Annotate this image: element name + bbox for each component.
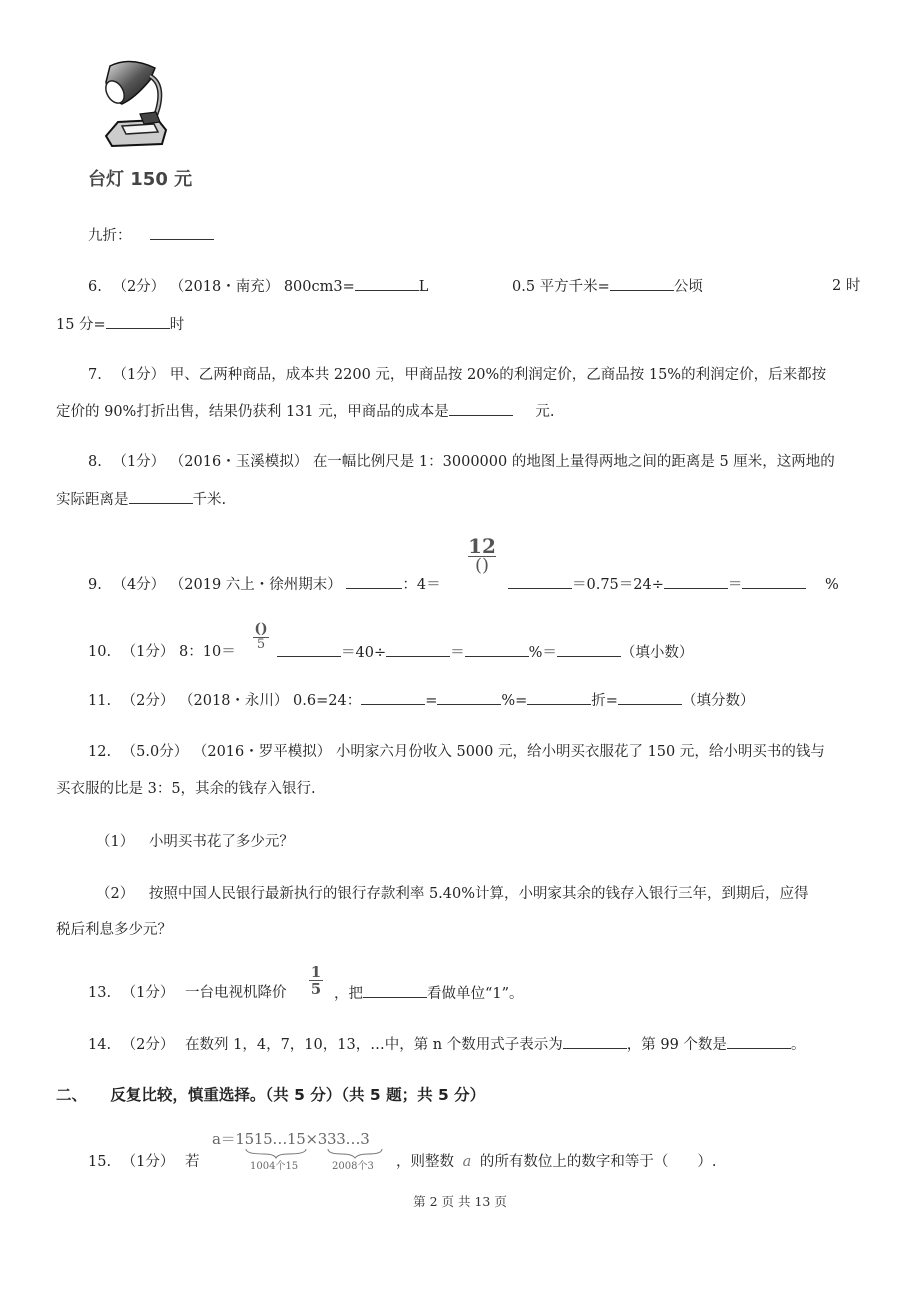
answer-blank[interactable]	[386, 642, 450, 657]
question-text: 的所有数位上的数字和等于（ ）.	[479, 1154, 717, 1170]
question-text: ，把	[334, 986, 363, 1002]
question-8	[88, 452, 835, 472]
question-text: L	[418, 279, 429, 295]
answer-blank[interactable]	[727, 1034, 791, 1049]
answer-blank[interactable]	[465, 642, 529, 657]
question-number: 12.	[88, 744, 112, 760]
fraction-blank-over-5	[253, 622, 269, 652]
question-15	[88, 1152, 200, 1172]
formula-image	[212, 1128, 392, 1172]
answer-blank[interactable]	[361, 690, 425, 705]
question-text: 按照中国人民银行最新执行的银行存款利率 5.40%计算，小明家其余的钱存入银行三年，到期后，应得	[148, 886, 809, 902]
answer-blank[interactable]	[508, 574, 572, 589]
question-13-part2	[334, 983, 524, 1004]
question-10	[88, 642, 236, 662]
question-10-part2	[277, 642, 693, 663]
question-text: 15 分=	[56, 317, 106, 333]
answer-blank[interactable]	[557, 642, 621, 657]
question-6-part3a: 2 时	[832, 278, 861, 294]
question-source: （2016・玉溪模拟）	[169, 454, 309, 470]
question-text: %	[825, 577, 839, 593]
question-text: 在一幅比例尺是 1：3000000 的地图上量得两地之间的距离是 5 厘米，这两地的	[312, 454, 835, 470]
answer-blank[interactable]	[129, 489, 193, 504]
question-number: 13.	[88, 985, 112, 1001]
question-number: 11.	[88, 693, 112, 709]
question-score: （2分）	[121, 1037, 175, 1053]
question-14	[88, 1034, 805, 1055]
question-number: 15.	[88, 1154, 112, 1170]
answer-blank[interactable]	[355, 276, 419, 291]
question-text: 定价的 90%打折出售，结果仍获利 131 元，甲商品的成本是	[56, 404, 449, 420]
item-caption: 台灯 150 元	[88, 169, 193, 190]
question-text: 在数列 1，4，7，10，13，…中，第 n 个数用式子表示为	[185, 1037, 563, 1053]
question-text: 若	[185, 1154, 200, 1170]
question-text: 0.6=24：	[293, 693, 362, 709]
fraction-numerator: ()	[254, 621, 268, 637]
fraction-numerator: 1	[310, 963, 322, 981]
question-text: （填分数）	[681, 693, 755, 709]
question-text: 小明家六月份收入 5000 元，给小明买衣服花了 150 元，给小明买书的钱与	[335, 744, 825, 760]
question-6	[88, 276, 428, 297]
page-footer: 第 2 页 共 13 页	[413, 1194, 507, 1209]
formula-main: a＝1515…15×333…3	[212, 1130, 370, 1148]
question-text: ：4＝	[402, 577, 441, 593]
question-text: 公顷	[673, 279, 703, 295]
question-text: =	[425, 693, 438, 709]
question-12-line2: 买衣服的比是 3：5，其余的钱存入银行.	[56, 781, 316, 797]
question-source: （2018・永川）	[179, 693, 289, 709]
fraction-denominator: 5	[310, 980, 322, 998]
fraction-1-over-5	[309, 964, 323, 997]
answer-blank[interactable]	[664, 574, 728, 589]
question-text: 。	[790, 1037, 806, 1053]
question-text: ，第 99 个数是	[626, 1037, 727, 1053]
question-text: 甲、乙两种商品，成本共 2200 元，甲商品按 20%的利润定价，乙商品按 15%的利润定价，后来都按	[169, 367, 827, 383]
question-text: 折=	[591, 693, 618, 709]
question-number: 10.	[88, 644, 112, 660]
answer-blank[interactable]	[742, 574, 806, 589]
question-text: 元.	[535, 404, 555, 420]
question-12-sub2	[96, 884, 809, 904]
fraction-denominator: ()	[474, 555, 490, 576]
answer-blank[interactable]	[618, 690, 682, 705]
question-text: 千米.	[192, 492, 227, 508]
question-15-part2	[396, 1152, 716, 1172]
formula-brace-label: 2008个3	[332, 1161, 374, 1172]
fraction-denominator: 5	[256, 637, 266, 652]
answer-blank[interactable]	[277, 642, 341, 657]
question-7-line2	[56, 401, 554, 422]
question-text: 0.5 平方千米=	[512, 279, 610, 295]
sub-question-number: （1）	[96, 834, 135, 850]
answer-blank[interactable]	[437, 690, 501, 705]
question-9	[88, 574, 441, 595]
formula-brace-label: 1004个15	[250, 1161, 299, 1172]
desk-lamp-icon	[100, 58, 172, 150]
question-text: 看做单位“1”。	[427, 986, 524, 1002]
question-source: （2016・罗平模拟）	[192, 744, 332, 760]
question-source: （2018・南充）	[169, 279, 280, 295]
question-text: ＝40÷	[341, 645, 387, 661]
question-text: 8：10＝	[179, 644, 236, 660]
question-text: %=	[501, 693, 528, 709]
question-8-line2	[56, 489, 226, 510]
question-score: （5.0分）	[121, 744, 189, 760]
question-score: （1分）	[121, 985, 175, 1001]
question-6-part2	[512, 276, 703, 297]
question-text: ＝	[727, 577, 743, 593]
question-text: %＝	[528, 645, 557, 661]
question-text: 时	[169, 317, 185, 333]
question-score: （2分）	[112, 279, 166, 295]
answer-blank[interactable]	[106, 314, 170, 329]
sub-question-number: （2）	[96, 886, 135, 902]
question-number: 7.	[88, 367, 102, 383]
question-6-part3b	[56, 314, 184, 335]
question-score: （1分）	[121, 1154, 175, 1170]
question-number: 9.	[88, 577, 102, 593]
fraction-numerator: 12	[468, 534, 496, 558]
question-text: 实际距离是	[56, 492, 129, 508]
question-number: 6.	[88, 279, 102, 295]
question-7	[88, 365, 826, 385]
question-source: （2019 六上・徐州期末）	[169, 577, 342, 593]
question-score: （2分）	[121, 693, 175, 709]
question-score: （1分）	[121, 644, 175, 660]
section-title: 反复比较，慎重选择。（共 5 分）（共 5 题；共 5 分）	[110, 1086, 486, 1104]
question-12-sub2-line2: 税后利息多少元？	[56, 922, 172, 938]
question-text: ＝	[450, 645, 465, 661]
question-number: 14.	[88, 1037, 112, 1053]
discount-label: 九折：	[88, 228, 132, 244]
question-score: （4分）	[112, 577, 166, 593]
answer-blank[interactable]	[346, 574, 402, 589]
discount-line	[88, 225, 214, 246]
question-12-sub1	[96, 832, 294, 852]
section-number: 二、	[56, 1086, 88, 1104]
question-score: （1分）	[112, 367, 166, 383]
section-heading	[56, 1085, 485, 1105]
desk-lamp-image	[100, 58, 172, 150]
question-number: 8.	[88, 454, 102, 470]
answer-blank[interactable]	[363, 983, 427, 998]
question-text: ，则整数	[396, 1154, 454, 1170]
question-13	[88, 983, 287, 1003]
answer-blank[interactable]	[563, 1034, 627, 1049]
question-text: （填小数）	[620, 645, 694, 661]
fraction-12-over-blank	[468, 536, 496, 575]
question-text: 800cm3=	[283, 279, 355, 295]
question-9-part2	[508, 574, 839, 595]
answer-blank[interactable]	[449, 401, 513, 416]
question-text: 一台电视机降价	[185, 985, 287, 1001]
question-text: 小明买书花了多少元？	[148, 834, 294, 850]
question-score: （1分）	[112, 454, 166, 470]
answer-blank[interactable]	[527, 690, 591, 705]
answer-blank[interactable]	[150, 225, 214, 240]
question-12	[88, 742, 825, 762]
math-variable: a	[462, 1154, 472, 1170]
question-11	[88, 690, 754, 711]
answer-blank[interactable]	[610, 276, 674, 291]
question-text: ＝0.75＝24÷	[572, 577, 664, 593]
